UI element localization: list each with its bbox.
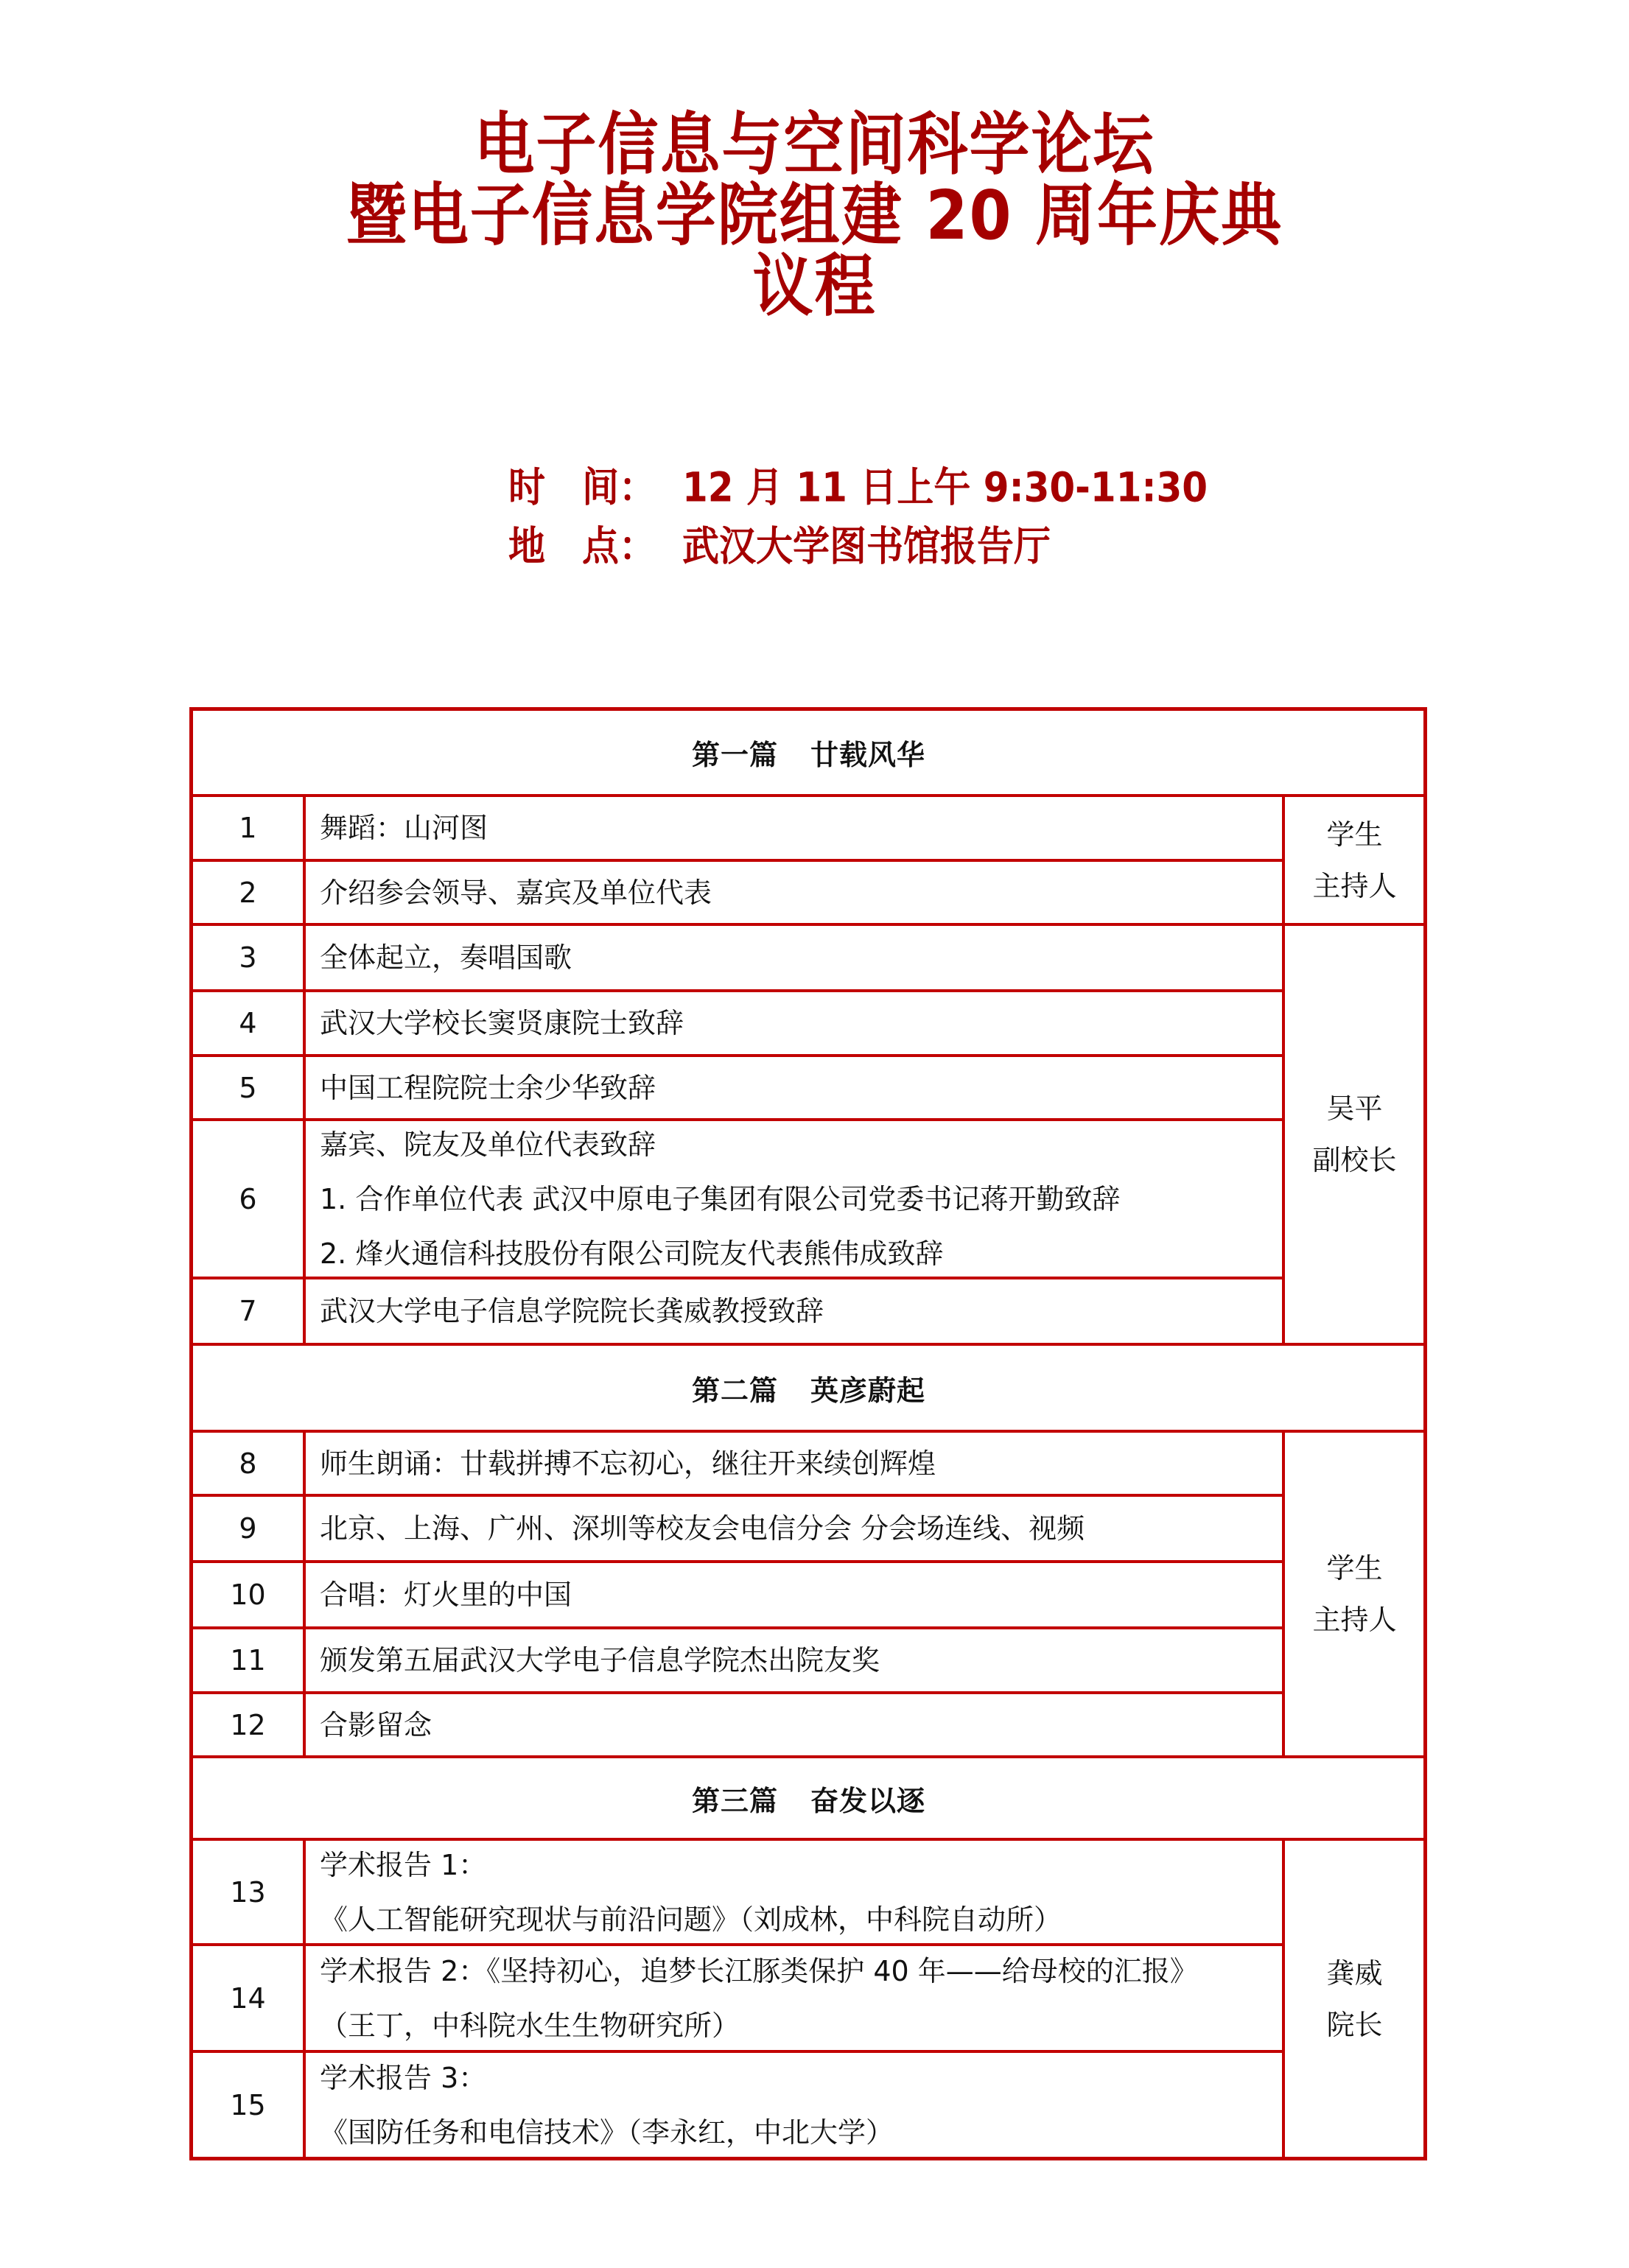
item-line: 北京、上海、广州、深圳等校友会电信分会 分会场连线、视频 (320, 1512, 1085, 1545)
item-line: 《人工智能研究现状与前沿问题》（刘成林，中科院自动所） (320, 1903, 1062, 1936)
item-number: 15 (230, 2088, 266, 2121)
item-number: 3 (239, 941, 257, 974)
item-line: （王丁，中科院水生生物研究所） (320, 2009, 740, 2042)
section-name: 奋发以逐 (810, 1784, 926, 1817)
section-part: 第二篇 (691, 1374, 778, 1407)
place-label: 地 点： (508, 523, 656, 570)
item-number: 1 (239, 812, 257, 844)
item-line: 合影留念 (320, 1708, 432, 1741)
host-title: 主持人 (1312, 869, 1397, 902)
item-number: 9 (239, 1512, 257, 1545)
item-line: 2. 烽火通信科技股份有限公司院友代表熊伟成致辞 (320, 1237, 944, 1270)
host-title: 副校长 (1312, 1144, 1397, 1176)
section-part: 第三篇 (691, 1784, 778, 1817)
item-number: 10 (230, 1579, 266, 1611)
item-line: 学术报告 3： (320, 2061, 487, 2094)
host-name: 龚威 (1326, 1956, 1383, 1990)
event-time (508, 462, 1208, 513)
item-line: 介绍参会领导、嘉宾及单位代表 (320, 876, 712, 909)
item-line: 全体起立，奏唱国歌 (320, 941, 572, 974)
item-number: 14 (230, 1981, 266, 2015)
item-line: 学术报告 1： (320, 1848, 487, 1881)
event-place (508, 521, 1051, 572)
item-line: 武汉大学电子信息学院院长龚威教授致辞 (320, 1295, 824, 1327)
table-outer-border (189, 707, 1427, 2160)
item-line: 颁发第五届武汉大学电子信息学院杰出院友奖 (320, 1644, 880, 1677)
agenda-title-line-2: 暨电子信息学院组建 20 周年庆典 (346, 177, 1283, 256)
host-name: 学生 (1326, 1552, 1383, 1584)
section-name: 英彦蔚起 (810, 1374, 926, 1407)
agenda-title-line-1: 电子信息与空间科学论坛 (474, 106, 1155, 185)
host-title: 主持人 (1312, 1604, 1397, 1636)
item-number: 7 (239, 1295, 257, 1327)
agenda-table (192, 709, 1426, 2158)
section-name: 廿载风华 (810, 739, 926, 771)
item-line: 学术报告 2：《坚持初心，追梦长江豚类保护 40 年——给母校的汇报》 (320, 1954, 1198, 1987)
item-line: 1. 合作单位代表 武汉中原电子集团有限公司党委书记蒋开勤致辞 (320, 1182, 1121, 1215)
item-number: 5 (239, 1071, 257, 1104)
host-name: 学生 (1326, 818, 1383, 851)
item-number: 11 (230, 1644, 266, 1677)
item-line: 师生朗诵：廿载拼搏不忘初心，继往开来续创辉煌 (320, 1447, 936, 1480)
time-value: 12 月 11 日上午 9:30-11:30 (682, 464, 1208, 511)
item-line: 《国防任务和电信技术》（李永红，中北大学） (320, 2116, 894, 2149)
item-number: 13 (230, 1875, 266, 1909)
section-part: 第一篇 (691, 739, 778, 771)
item-line: 嘉宾、院友及单位代表致辞 (320, 1128, 656, 1161)
item-number: 12 (230, 1708, 266, 1741)
item-line: 舞蹈：山河图 (320, 812, 488, 844)
host-name: 吴平 (1326, 1092, 1383, 1125)
item-number: 2 (239, 876, 257, 909)
item-line: 武汉大学校长窦贤康院士致辞 (320, 1007, 684, 1039)
host-title: 院长 (1326, 2008, 1383, 2041)
item-number: 4 (239, 1007, 257, 1039)
item-line: 合唱：灯火里的中国 (320, 1579, 572, 1611)
agenda-title-line-3: 议程 (752, 247, 877, 326)
item-line: 中国工程院院士余少华致辞 (320, 1071, 656, 1104)
item-number: 6 (239, 1182, 257, 1215)
time-label: 时 间： (508, 464, 656, 511)
item-number: 8 (239, 1447, 257, 1480)
place-value: 武汉大学图书馆报告厅 (682, 523, 1051, 570)
